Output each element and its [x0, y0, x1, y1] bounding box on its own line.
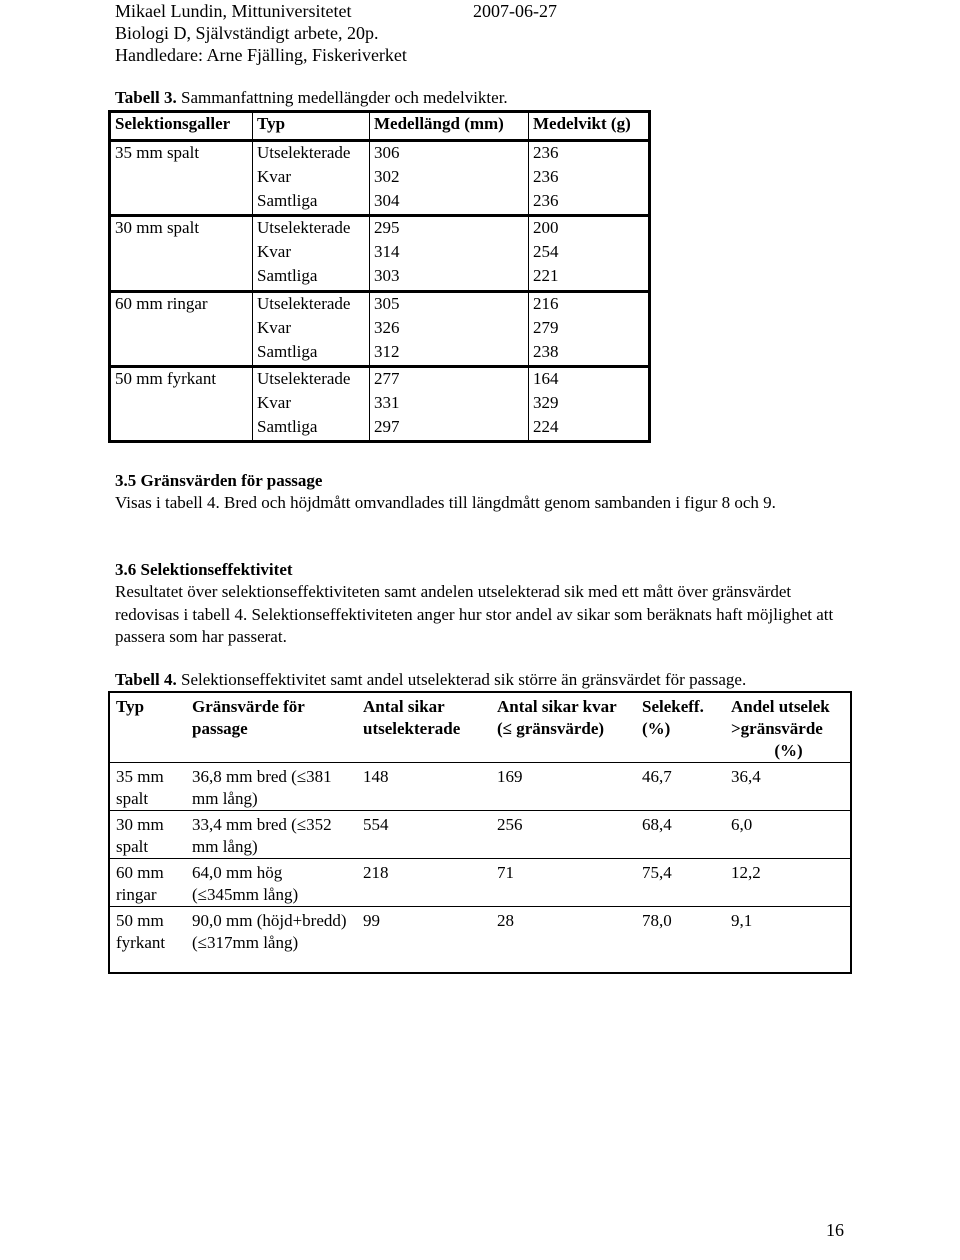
table4-col-header — [491, 692, 636, 763]
table4-col-header: Gränsvärde för passage — [186, 692, 357, 763]
table3-cell: Kvar — [253, 241, 370, 265]
table4-col-header: Typ — [109, 692, 186, 763]
table3-cell: Samtliga — [253, 265, 370, 291]
table3-cell: Utselekterade — [253, 141, 370, 167]
table4-caption-text: Selektionseffektivitet samt andel utselekterad sik större än gränsvärdet för passage. — [176, 670, 747, 689]
table3-cell: 216 — [529, 291, 650, 317]
table3-cell: 306 — [370, 141, 529, 167]
table4-cell: 90,0 mm (höjd+bredd) (≤317mm lång) — [186, 907, 357, 974]
table-row — [110, 141, 650, 167]
table3-cell: 326 — [370, 317, 529, 341]
table3-cell: Utselekterade — [253, 366, 370, 392]
table4-cell: 68,4 — [636, 811, 725, 859]
table-row — [110, 241, 650, 265]
table4-cell: 169 — [491, 763, 636, 811]
table4-col-header-line: (%) — [774, 741, 803, 760]
table3-cell: 238 — [529, 341, 650, 367]
table4-cell: 256 — [491, 811, 636, 859]
table3-col-header: Medelvikt (g) — [529, 112, 650, 141]
section35-text: Visas i tabell 4. Bred och höjdmått omvandlades till längdmått genom sambanden i figur 8 och 9. — [115, 493, 776, 512]
table3-cell: Samtliga — [253, 190, 370, 216]
table-row — [109, 907, 851, 974]
table4-cell: 33,4 mm bred (≤352 mm lång) — [186, 811, 357, 859]
header-date: 2007-06-27 — [473, 1, 557, 21]
table-row — [110, 166, 650, 190]
table-row — [110, 265, 650, 291]
table3-caption — [115, 88, 508, 108]
table3-group-name: 60 mm ringar — [110, 291, 253, 317]
table4-cell: 60 mm ringar — [109, 859, 186, 907]
table3-cell: Kvar — [253, 317, 370, 341]
table3-cell: Kvar — [253, 392, 370, 416]
table3-group-blank — [110, 341, 253, 367]
table4-cell: 46,7 — [636, 763, 725, 811]
table3-caption-text: Sammanfattning medellängder och medelvikter. — [176, 88, 508, 107]
table-row — [110, 291, 650, 317]
table4-cell: 71 — [491, 859, 636, 907]
table4-header-row — [109, 692, 851, 763]
table-row — [110, 416, 650, 442]
table3-group-blank — [110, 190, 253, 216]
table3-group-blank — [110, 166, 253, 190]
table4 — [108, 691, 852, 974]
table-row — [110, 392, 650, 416]
table3-header-row — [110, 112, 650, 141]
table3-cell: 236 — [529, 190, 650, 216]
table3-group-blank — [110, 416, 253, 442]
table3-group-name: 30 mm spalt — [110, 216, 253, 242]
table3-cell: 304 — [370, 190, 529, 216]
table3-col-header: Medellängd (mm) — [370, 112, 529, 141]
table3-cell: 314 — [370, 241, 529, 265]
table4-cell: 36,4 — [725, 763, 852, 811]
table3-group-blank — [110, 317, 253, 341]
table4-caption — [115, 670, 746, 690]
table3-cell: Samtliga — [253, 341, 370, 367]
table3-cell: Kvar — [253, 166, 370, 190]
header-course: Biologi D, Självständigt arbete, 20p. — [115, 23, 379, 43]
table-row — [110, 366, 650, 392]
table3-col-header: Typ — [253, 112, 370, 141]
table3-cell: 277 — [370, 366, 529, 392]
table-row — [110, 341, 650, 367]
table4-col-header: Antal sikar utselekterade — [357, 692, 491, 763]
section36-title: 3.6 Selektionseffektivitet — [115, 560, 293, 579]
page-number: 16 — [826, 1220, 844, 1240]
table4-cell: 64,0 mm hög (≤345mm lång) — [186, 859, 357, 907]
table4-cell: 12,2 — [725, 859, 852, 907]
table4-cell: 554 — [357, 811, 491, 859]
table4-cell: 50 mm fyrkant — [109, 907, 186, 974]
table4-col-header: Selekeff. (%) — [636, 692, 725, 763]
table4-cell: 78,0 — [636, 907, 725, 974]
table3-cell: 329 — [529, 392, 650, 416]
table3-cell: 295 — [370, 216, 529, 242]
table4-cell: 35 mm spalt — [109, 763, 186, 811]
header-author: Mikael Lundin, Mittuniversitetet — [115, 1, 352, 21]
table3-group-blank — [110, 265, 253, 291]
table-row — [109, 763, 851, 811]
table3-cell: 236 — [529, 166, 650, 190]
table3-cell: 224 — [529, 416, 650, 442]
table4-cell: 6,0 — [725, 811, 852, 859]
table3-cell: 302 — [370, 166, 529, 190]
table3-caption-label: Tabell 3. — [115, 88, 177, 107]
section35-title: 3.5 Gränsvärden för passage — [115, 471, 323, 490]
table4-col-header-line: (≤ gränsvärde) — [497, 719, 605, 738]
table3-cell: 221 — [529, 265, 650, 291]
table3-cell: 331 — [370, 392, 529, 416]
table3-group-blank — [110, 241, 253, 265]
table-row — [110, 317, 650, 341]
table-row — [109, 811, 851, 859]
header-supervisor: Handledare: Arne Fjälling, Fiskeriverket — [115, 45, 407, 65]
table4-cell: 36,8 mm bred (≤381 mm lång) — [186, 763, 357, 811]
table3-cell: 305 — [370, 291, 529, 317]
table4-cell: 28 — [491, 907, 636, 974]
table3-cell: 312 — [370, 341, 529, 367]
table3-cell: 279 — [529, 317, 650, 341]
table-row — [110, 190, 650, 216]
table4-cell: 148 — [357, 763, 491, 811]
table3-cell: 200 — [529, 216, 650, 242]
table3-cell: Utselekterade — [253, 216, 370, 242]
table-row — [109, 859, 851, 907]
table3-cell: 254 — [529, 241, 650, 265]
table3-cell: 236 — [529, 141, 650, 167]
table4-col-header-line: Andel utselek >gränsvärde — [731, 697, 830, 738]
table4-cell: 9,1 — [725, 907, 852, 974]
table4-cell: 30 mm spalt — [109, 811, 186, 859]
table3-group-name: 35 mm spalt — [110, 141, 253, 167]
table4-col-header-line: Antal sikar kvar — [497, 697, 617, 716]
table3-cell: 303 — [370, 265, 529, 291]
table3 — [108, 110, 651, 443]
table-row — [110, 216, 650, 242]
section36-text: Resultatet över selektionseffektiviteten samt andelen utselekterad sik med ett mått över gränsvärdet redovisas i tabell 4. Selektionseffektiviteten anger hur stor andel av sikar som beräknats haft möjlighet att passera som har passerat. — [115, 582, 834, 646]
table4-cell: 218 — [357, 859, 491, 907]
table3-col-header: Selektionsgaller — [110, 112, 253, 141]
table3-group-name: 50 mm fyrkant — [110, 366, 253, 392]
table4-col-header — [725, 692, 852, 763]
table3-group-blank — [110, 392, 253, 416]
table3-cell: Utselekterade — [253, 291, 370, 317]
table3-cell: 164 — [529, 366, 650, 392]
table3-cell: Samtliga — [253, 416, 370, 442]
table3-cell: 297 — [370, 416, 529, 442]
table4-cell: 99 — [357, 907, 491, 974]
table4-cell: 75,4 — [636, 859, 725, 907]
table4-caption-label: Tabell 4. — [115, 670, 177, 689]
